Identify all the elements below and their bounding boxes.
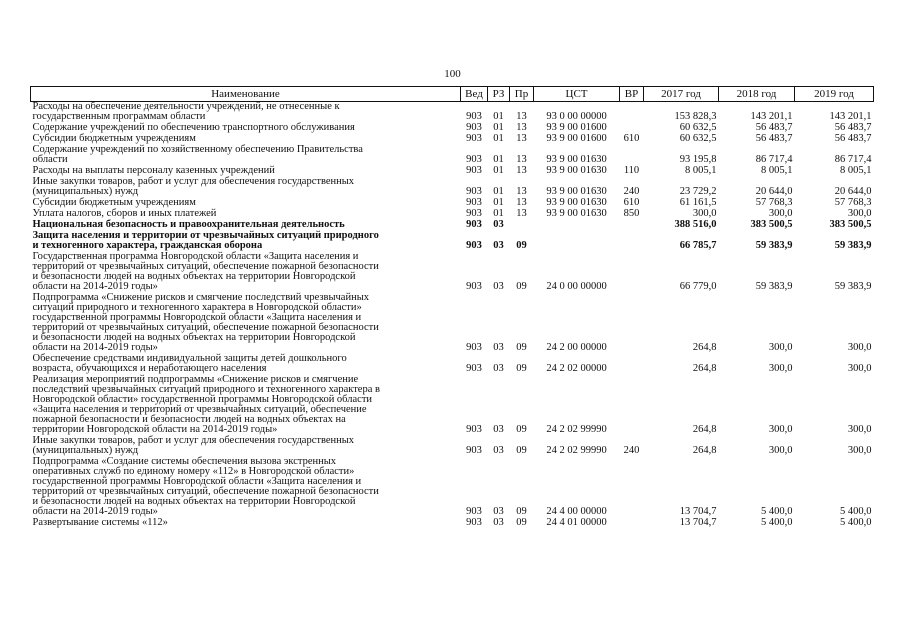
row-rz: 01 [493, 154, 504, 165]
row-pr: 13 [516, 165, 527, 176]
row-cst [534, 220, 620, 231]
row-amount-2017: 264,8 [692, 445, 717, 456]
row-name: Подпрограмма «Создание системы обеспечения вызова экстренных оперативных служб по единому номеру «112» в Новгородской области» государственной программы Новгородской области «Защита населения и территорий от чрезвычайных ситуаций, обеспечение пожарной безопасности и безопасности людей на водных объектах на территории Новгородской области на 2014-2019 годы» [32, 456, 379, 517]
column-header-cst: ЦСТ [534, 87, 620, 102]
row-cst: 24 0 00 00000 [546, 281, 607, 292]
row-rz: 01 [493, 208, 504, 219]
row-amount-2019: 300,0 [847, 208, 872, 219]
row-ved: 903 [466, 363, 482, 374]
row-amount-2019: 56 483,7 [834, 122, 872, 133]
row-ved: 903 [466, 517, 482, 528]
row-vr: 850 [623, 208, 640, 219]
row-cst: 93 9 00 01600 [546, 133, 607, 144]
row-ved: 903 [466, 154, 482, 165]
row-cst: 93 9 00 01630 [546, 197, 607, 208]
budget-table [30, 86, 874, 529]
row-amount-2017: 61 161,5 [679, 197, 717, 208]
row-vr [620, 220, 644, 231]
row-amount-2017: 60 632,5 [679, 122, 717, 133]
row-vr: 240 [623, 186, 640, 197]
row-cst: 24 2 00 00000 [546, 342, 607, 353]
row-amount-2017: 60 632,5 [679, 133, 717, 144]
row-pr: 13 [516, 111, 527, 122]
row-amount-2018: 56 483,7 [755, 122, 793, 133]
row-cst: 24 2 02 00000 [546, 363, 607, 374]
column-header-name: Наименование [31, 87, 461, 102]
table-body [31, 102, 874, 530]
row-amount-2019: 56 483,7 [834, 133, 872, 144]
row-vr: 240 [623, 445, 640, 456]
row-amount-2019: 5 400,0 [840, 506, 872, 517]
row-vr [620, 252, 644, 293]
table-row [31, 436, 874, 457]
table-row [31, 375, 874, 436]
row-ved: 903 [466, 445, 482, 456]
row-cst: 24 2 02 99990 [546, 424, 607, 435]
row-ved: 903 [466, 506, 482, 517]
row-cst: 93 0 00 00000 [546, 111, 607, 122]
row-ved: 903 [466, 240, 482, 251]
row-cst: 24 2 02 99990 [546, 445, 607, 456]
row-name: Развертывание системы «112» [32, 517, 168, 528]
row-pr: 09 [516, 363, 527, 374]
column-header-rz: РЗ [488, 87, 510, 102]
row-rz: 01 [493, 197, 504, 208]
row-name: Защита населения и территории от чрезвычайных ситуаций природного и техногенного характера, гражданская оборона [32, 230, 379, 251]
row-vr [620, 457, 644, 518]
row-amount-2019: 300,0 [847, 363, 872, 374]
row-vr: 110 [623, 165, 640, 176]
column-header-ved: Вед [461, 87, 488, 102]
row-rz: 03 [493, 342, 504, 353]
row-amount-2018: 300,0 [768, 342, 793, 353]
row-amount-2017: 153 828,3 [674, 111, 717, 122]
row-amount-2019: 300,0 [847, 424, 872, 435]
row-pr: 13 [516, 186, 527, 197]
row-rz: 03 [493, 517, 504, 528]
row-rz: 01 [493, 122, 504, 133]
row-rz: 03 [493, 363, 504, 374]
row-rz: 03 [493, 281, 504, 292]
table-row [31, 102, 874, 124]
column-header-2017: 2017 год [644, 87, 719, 102]
row-amount-2017: 8 005,1 [685, 165, 717, 176]
row-ved: 903 [466, 208, 482, 219]
row-rz: 03 [493, 424, 504, 435]
row-name: Подпрограмма «Снижение рисков и смягчение последствий чрезвычайных ситуаций природного и техногенного характера в Новгородской области» государственной программы Новгородской области «Защита населения и территорий от чрезвычайных ситуаций, обеспечение пожарной безопасности и безопасности людей на водных объектах на территории Новгородской области на 2014-2019 годы» [32, 292, 379, 353]
row-amount-2017: 300,0 [692, 208, 717, 219]
row-amount-2019: 300,0 [847, 445, 872, 456]
row-amount-2019: 8 005,1 [840, 165, 872, 176]
row-amount-2017: 66 785,7 [679, 240, 717, 251]
table-row [31, 354, 874, 375]
row-cst: 93 9 00 01630 [546, 208, 607, 219]
table-row [31, 177, 874, 198]
row-amount-2018: 5 400,0 [761, 517, 793, 528]
row-vr [620, 354, 644, 375]
row-pr: 09 [516, 240, 527, 251]
row-amount-2019: 143 201,1 [829, 111, 872, 122]
row-rz: 01 [493, 133, 504, 144]
row-amount-2019: 300,0 [847, 342, 872, 353]
row-rz: 03 [493, 445, 504, 456]
row-amount-2019: 59 383,9 [834, 281, 872, 292]
table-row [31, 518, 874, 529]
row-cst: 24 4 01 00000 [546, 517, 607, 528]
row-ved: 903 [466, 165, 482, 176]
row-ved: 903 [466, 219, 482, 230]
row-ved: 903 [466, 133, 482, 144]
row-vr [620, 102, 644, 124]
table-row [31, 457, 874, 518]
column-header-2019: 2019 год [795, 87, 874, 102]
row-name: Национальная безопасность и правоохранительная деятельность [32, 219, 345, 230]
table-row [31, 231, 874, 252]
row-pr: 13 [516, 122, 527, 133]
row-amount-2018: 56 483,7 [755, 133, 793, 144]
row-ved: 903 [466, 424, 482, 435]
row-vr: 610 [623, 133, 640, 144]
row-pr: 13 [516, 197, 527, 208]
row-rz: 03 [493, 219, 504, 230]
row-amount-2017: 264,8 [692, 424, 717, 435]
row-pr: 13 [516, 133, 527, 144]
row-amount-2018: 300,0 [768, 363, 793, 374]
row-name: Обеспечение средствами индивидуальной защиты детей дошкольного возраста, обучающихся и неработающего населения [32, 353, 347, 374]
row-amount-2018: 300,0 [768, 424, 793, 435]
row-cst: 93 9 00 01600 [546, 122, 607, 133]
row-ved: 903 [466, 122, 482, 133]
row-pr: 09 [516, 424, 527, 435]
column-header-pr: Пр [510, 87, 534, 102]
row-amount-2017: 93 195,8 [679, 154, 717, 165]
row-pr: 09 [516, 506, 527, 517]
row-rz: 01 [493, 186, 504, 197]
row-amount-2018: 8 005,1 [761, 165, 793, 176]
row-amount-2018: 86 717,4 [755, 154, 793, 165]
row-amount-2017: 388 516,0 [674, 219, 717, 230]
row-rz: 03 [493, 240, 504, 251]
row-ved: 903 [466, 197, 482, 208]
row-name: Содержание учреждений по обеспечению транспортного обслуживания [32, 122, 355, 133]
table-row [31, 293, 874, 354]
row-amount-2017: 23 729,2 [679, 186, 717, 197]
row-amount-2017: 13 704,7 [679, 506, 717, 517]
row-amount-2018: 300,0 [768, 208, 793, 219]
row-pr: 09 [516, 281, 527, 292]
row-pr: 09 [516, 517, 527, 528]
row-vr [620, 375, 644, 436]
row-amount-2019: 86 717,4 [834, 154, 872, 165]
row-name: Иные закупки товаров, работ и услуг для обеспечения государственных (муниципальных) нужд [32, 176, 355, 197]
table-header-row [31, 87, 874, 102]
row-rz: 01 [493, 165, 504, 176]
row-ved: 903 [466, 186, 482, 197]
row-amount-2018: 5 400,0 [761, 506, 793, 517]
row-ved: 903 [466, 111, 482, 122]
table-row [31, 145, 874, 166]
row-pr: 09 [516, 342, 527, 353]
row-cst: 24 4 00 00000 [546, 506, 607, 517]
row-cst: 93 9 00 01630 [546, 165, 607, 176]
row-rz: 01 [493, 111, 504, 122]
row-amount-2018: 383 500,5 [750, 219, 793, 230]
row-vr [620, 293, 644, 354]
row-name: Иные закупки товаров, работ и услуг для обеспечения государственных (муниципальных) нужд [32, 435, 355, 456]
row-vr [620, 145, 644, 166]
row-name: Субсидии бюджетным учреждениям [32, 133, 196, 144]
row-amount-2017: 264,8 [692, 342, 717, 353]
column-header-vr: ВР [620, 87, 644, 102]
row-amount-2019: 20 644,0 [834, 186, 872, 197]
row-amount-2018: 59 383,9 [755, 281, 793, 292]
row-name: Субсидии бюджетным учреждениям [32, 197, 196, 208]
row-amount-2018: 300,0 [768, 445, 793, 456]
row-amount-2018: 59 383,9 [755, 240, 793, 251]
row-cst: 93 9 00 01630 [546, 186, 607, 197]
row-amount-2019: 59 383,9 [834, 240, 872, 251]
column-header-2018: 2018 год [719, 87, 795, 102]
row-amount-2019: 57 768,3 [834, 197, 872, 208]
row-name: Государственная программа Новгородской области «Защита населения и территорий от чрезвычайных ситуаций, обеспечение пожарной безопасности и безопасности людей на водных объектах на территории Новгородской области на 2014-2019 годы» [32, 251, 379, 292]
row-amount-2017: 66 779,0 [679, 281, 717, 292]
row-amount-2018: 57 768,3 [755, 197, 793, 208]
row-name: Расходы на обеспечение деятельности учреждений, не отнесенные к государственным программам области [32, 101, 340, 122]
row-cst [534, 231, 620, 252]
row-vr: 610 [623, 197, 640, 208]
row-pr: 13 [516, 154, 527, 165]
row-pr [510, 220, 534, 231]
row-amount-2017: 264,8 [692, 363, 717, 374]
row-vr [620, 231, 644, 252]
row-rz: 03 [493, 506, 504, 517]
row-vr [620, 518, 644, 529]
row-amount-2019: 383 500,5 [829, 219, 872, 230]
row-name: Содержание учреждений по хозяйственному обеспечению Правительства области [32, 144, 363, 165]
row-cst: 93 9 00 01630 [546, 154, 607, 165]
row-amount-2018: 20 644,0 [755, 186, 793, 197]
row-name: Уплата налогов, сборов и иных платежей [32, 208, 217, 219]
table-row [31, 252, 874, 293]
row-ved: 903 [466, 342, 482, 353]
row-ved: 903 [466, 281, 482, 292]
row-pr: 13 [516, 208, 527, 219]
row-amount-2019: 5 400,0 [840, 517, 872, 528]
row-pr: 09 [516, 445, 527, 456]
row-name: Расходы на выплаты персоналу казенных учреждений [32, 165, 275, 176]
row-amount-2017: 13 704,7 [679, 517, 717, 528]
row-amount-2018: 143 201,1 [750, 111, 793, 122]
row-name: Реализация мероприятий подпрограммы «Снижение рисков и смягчение последствий чрезвычайных ситуаций природного и техногенного характера в Новгородской области» государственной программы Новгородской области «Защита населения и территорий от чрезвычайных ситуаций, обеспечение пожарной безопасности и безопасности людей на водных объектах на территории Новгородской области на 2014-2019 годы» [32, 374, 380, 435]
page-number: 100 [444, 68, 461, 80]
